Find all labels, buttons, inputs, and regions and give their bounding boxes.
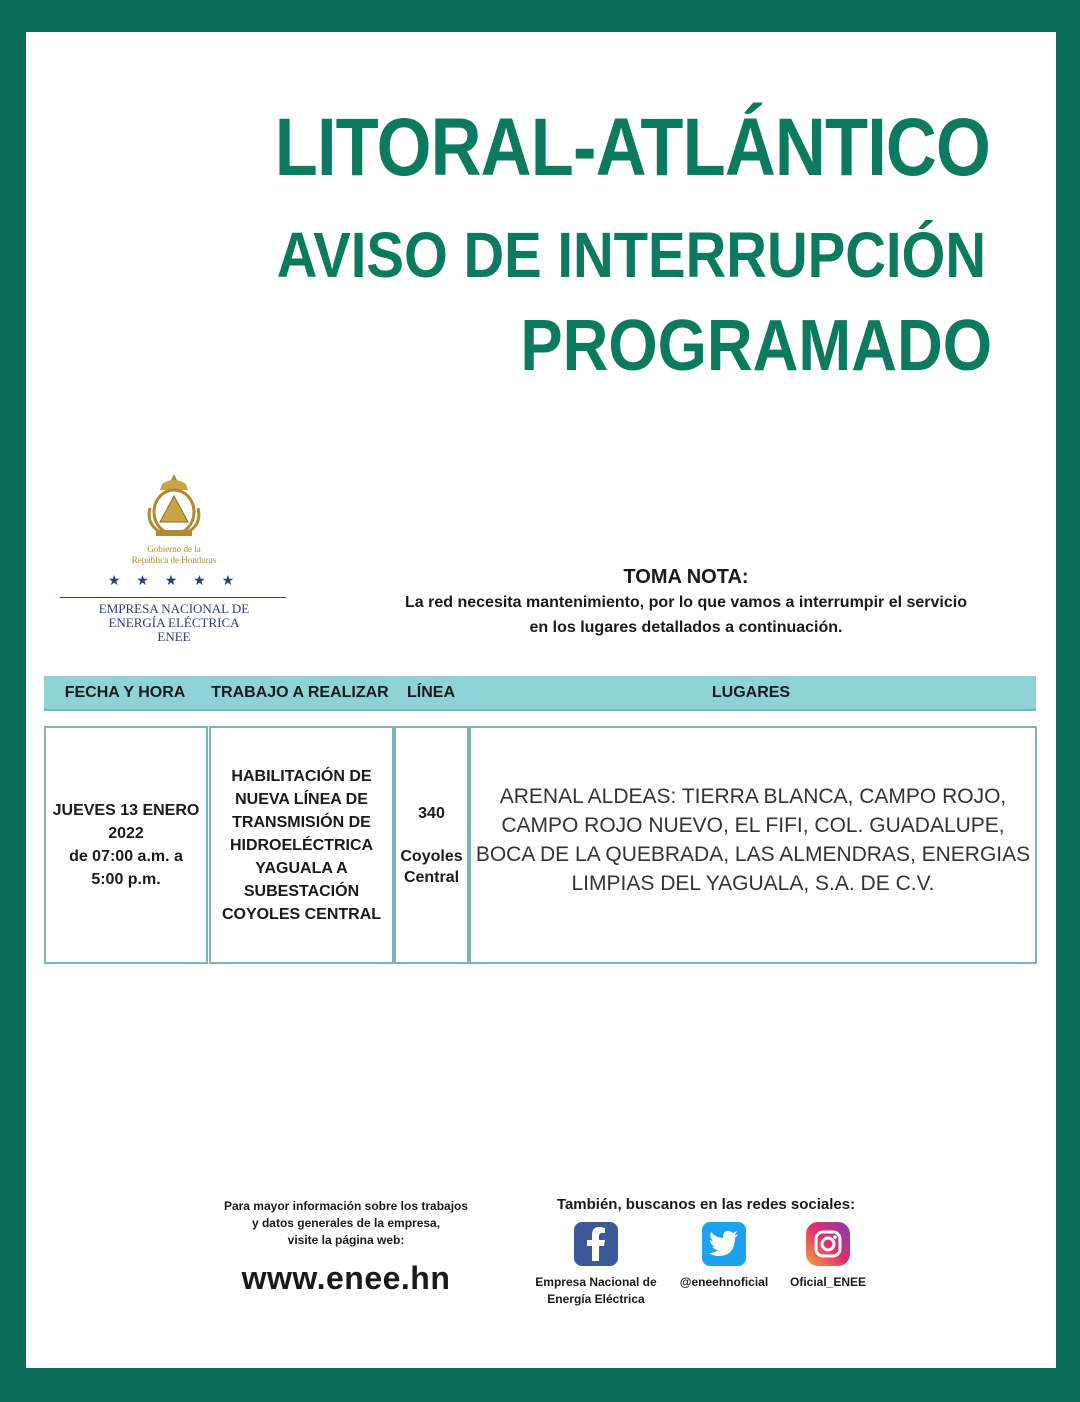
cell-work: HABILITACIÓN DE NUEVA LÍNEA DE TRANSMISIÓN DE HIDROELÉCTRICA YAGUALA A SUBESTACIÓN COYOLES CENTRAL <box>209 726 394 964</box>
notice-message <box>346 564 1026 640</box>
government-label: Gobierno de la República de Honduras <box>131 544 217 565</box>
instagram-icon[interactable] <box>806 1222 850 1266</box>
region-title: LITORAL-ATLÁNTICO <box>274 102 991 193</box>
facebook-icon[interactable] <box>574 1222 618 1266</box>
table-header <box>44 676 1036 711</box>
twitter-icon[interactable] <box>702 1222 746 1266</box>
stars-row: ★ ★ ★ ★ ★ <box>107 572 241 588</box>
header-date: FECHA Y HORA <box>64 684 186 701</box>
enee-logo <box>54 472 294 652</box>
company-name: EMPRESA NACIONAL DE ENERGÍA ELÉCTRICA ENEE <box>98 601 250 644</box>
notice-body-line: en los lugares detallados a continuación. <box>529 619 843 636</box>
header-line: LÍNEA <box>407 684 455 701</box>
honduras-coat-of-arms-icon <box>142 472 206 542</box>
website-link[interactable]: www.enee.hn <box>241 1260 451 1296</box>
cell-date: JUEVES 13 ENERO 2022 de 07:00 a.m. a 5:00 p.m. <box>44 726 208 964</box>
cell-line: 340 Coyoles Central <box>394 726 469 964</box>
header-places: LUGARES <box>711 684 791 701</box>
logo-divider <box>60 597 286 598</box>
cell-places: ARENAL ALDEAS: TIERRA BLANCA, CAMPO ROJO, CAMPO ROJO NUEVO, EL FIFI, COL. GUADALUPE, BOCA DE LA QUEBRADA, LAS ALMENDRAS, ENERGIAS LIMPIAS DEL YAGUALA, S.A. DE C.V. <box>469 726 1037 964</box>
twitter-link[interactable]: @eneehnoficial <box>654 1222 794 1291</box>
header-work: TRABAJO A REALIZAR <box>211 684 389 701</box>
instagram-link[interactable]: Oficial_ENEE <box>758 1222 898 1291</box>
facebook-link[interactable]: Empresa Nacional de Energía Eléctrica <box>526 1222 666 1308</box>
footer-info: Para mayor información sobre los trabajos y datos generales de la empresa, visite la página web: <box>223 1199 469 1247</box>
notice-subtitle: PROGRAMADO <box>520 306 992 386</box>
notice-title: AVISO DE INTERRUPCIÓN <box>276 219 986 291</box>
notice-body-line: La red necesita mantenimiento, por lo que vamos a interrumpir el servicio <box>405 594 967 611</box>
social-title: También, buscanos en las redes sociales: <box>556 1196 856 1213</box>
notice-page <box>26 32 1056 1368</box>
notice-heading: TOMA NOTA: <box>623 566 749 588</box>
